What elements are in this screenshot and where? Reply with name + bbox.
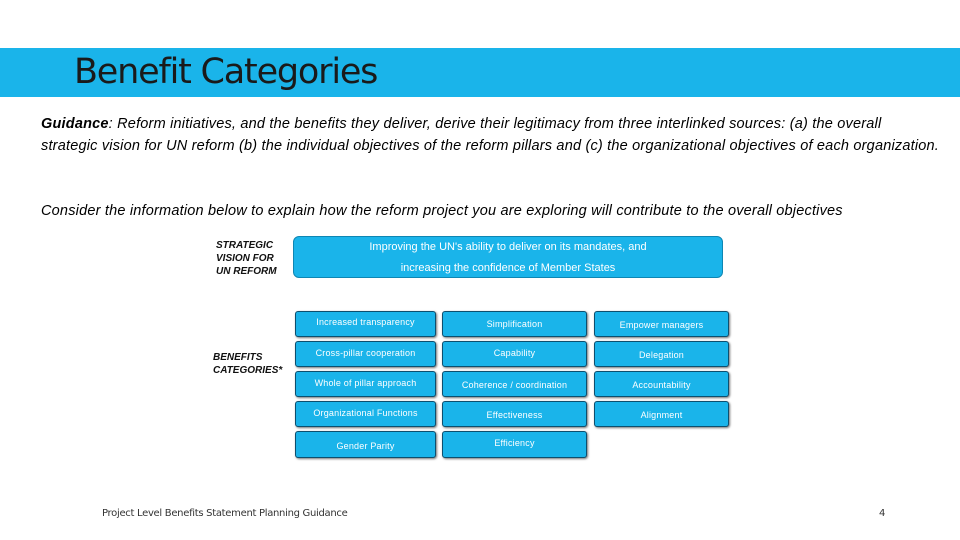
benefit-category-cell: Gender Parity (295, 431, 436, 458)
benefit-category-cell: Effectiveness (442, 401, 587, 427)
strategic-vision-box (293, 236, 723, 278)
vision-line: Improving the UN's ability to deliver on its mandates, and (369, 241, 647, 253)
page-title: Benefit Categories (74, 52, 378, 92)
footer-text: Project Level Benefits Statement Planning Guidance (102, 508, 348, 519)
strategic-label-line: UN REFORM (216, 266, 277, 277)
benefit-category-cell: Accountability (594, 371, 729, 397)
benefit-category-cell: Whole of pillar approach (295, 371, 436, 397)
benefits-label-line: BENEFITS (213, 352, 263, 363)
benefit-category-cell: Simplification (442, 311, 587, 337)
vision-line: increasing the confidence of Member States (400, 262, 616, 274)
guidance-label: Guidance (41, 116, 109, 132)
benefit-category-cell: Delegation (594, 341, 729, 367)
strategic-vision-label (216, 239, 277, 278)
guidance-text: : Reform initiatives, and the benefits they deliver, derive their legitimacy from three interlinked sources: (a) the overall strategic vision for UN reform (b) the individual objectives of the reform pillars and (c) the organizational objectives of each organization. (41, 116, 940, 154)
benefit-category-cell: Alignment (594, 401, 729, 427)
strategic-label-line: VISION FOR (216, 253, 274, 264)
benefit-category-cell: Empower managers (594, 311, 729, 337)
benefit-category-cell: Increased transparency (295, 311, 436, 337)
consider-paragraph: Consider the information below to explain how the reform project you are exploring will contribute to the overall objectives (41, 203, 843, 219)
benefits-categories-label (213, 351, 282, 377)
benefits-label-line: CATEGORIES* (213, 365, 283, 376)
benefit-category-cell: Capability (442, 341, 587, 367)
guidance-paragraph (41, 113, 941, 157)
benefit-category-cell: Efficiency (442, 431, 587, 458)
benefit-category-cell: Cross-pillar cooperation (295, 341, 436, 367)
page-number: 4 (879, 508, 886, 519)
strategic-label-line: STRATEGIC (216, 240, 274, 251)
benefit-category-cell: Organizational Functions (295, 401, 436, 427)
benefit-category-cell: Coherence / coordination (442, 371, 587, 397)
